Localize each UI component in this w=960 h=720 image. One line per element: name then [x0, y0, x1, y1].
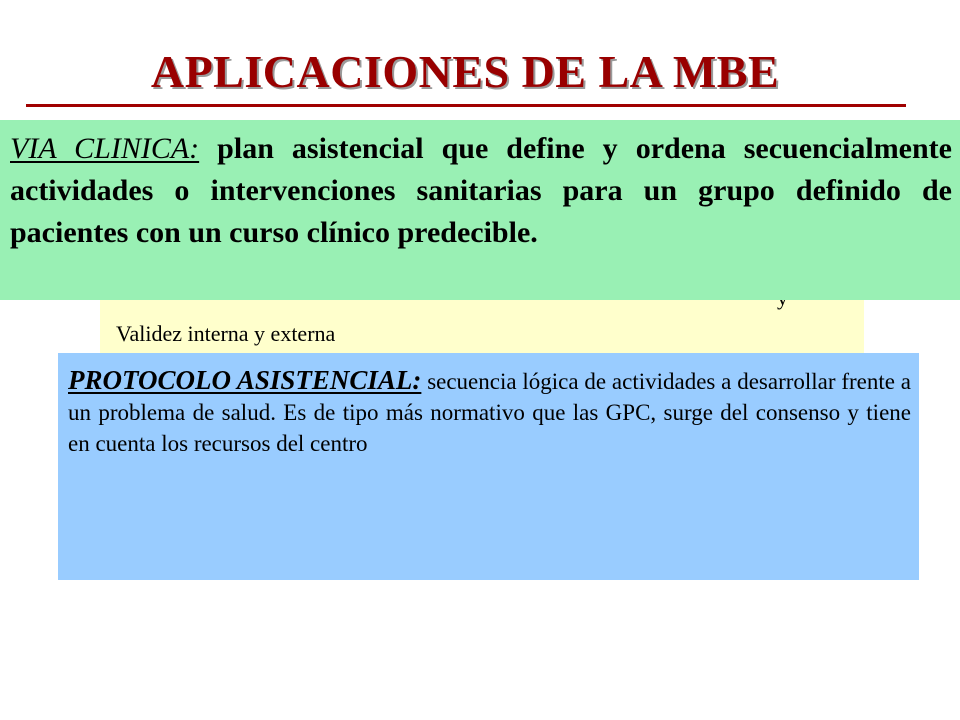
title-underline-rule: [26, 104, 906, 107]
protocolo-box: [58, 353, 919, 580]
via-clinica-definition: plan asistencial que define y ordena secuencialmente actividades o intervenciones sanitarias para un grupo definido de pacientes con un curso clínico predecible.: [10, 132, 952, 249]
protocolo-term: PROTOCOLO ASISTENCIAL:: [68, 365, 422, 395]
via-clinica-paragraph: [10, 128, 952, 254]
via-clinica-term: VIA CLINICA:: [10, 132, 200, 165]
yellow-box-line: Validez interna y externa: [116, 321, 336, 346]
slide-title: APLICACIONES DE LA MBE: [150, 46, 780, 97]
protocolo-definition: secuencia lógica de actividades a desarrollar frente a un problema de salud. Es de tipo más normativo que las GPC, surge del consenso y tiene en cuenta los recursos del centro: [68, 369, 911, 456]
protocolo-paragraph: [68, 365, 911, 459]
via-clinica-box: [0, 120, 960, 300]
